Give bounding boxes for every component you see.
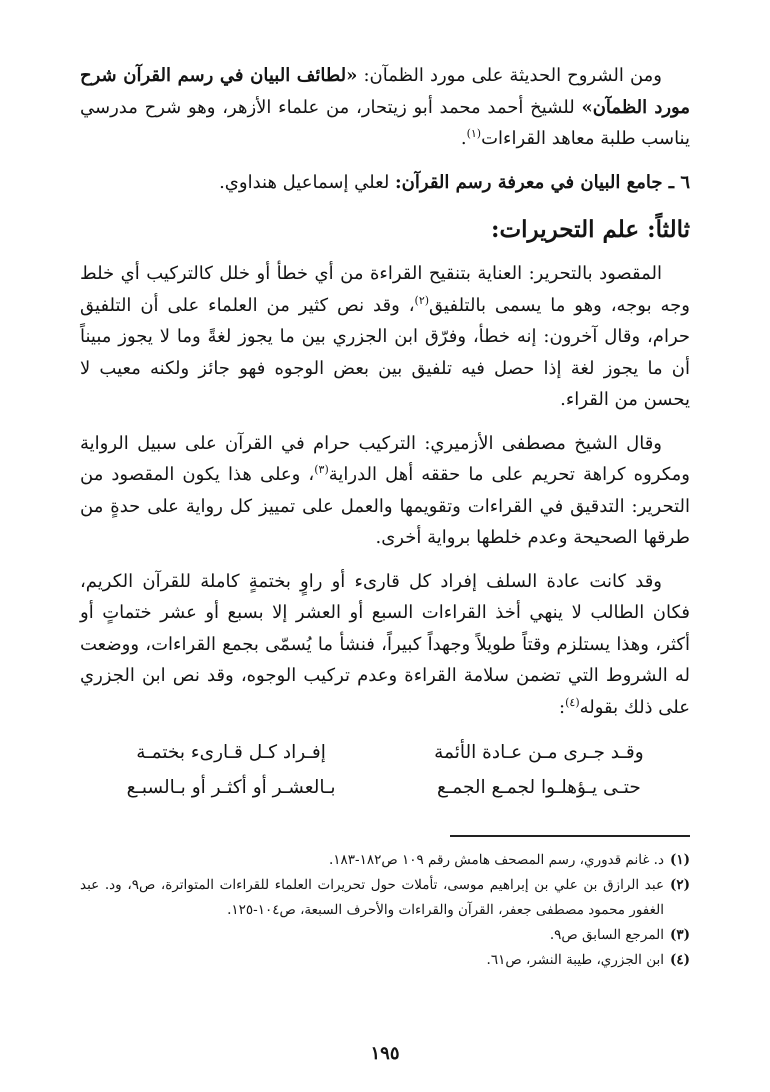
verse-line-2-second-hemistich: بـالعشـر أو أكثـر أو بـالسبـع xyxy=(126,777,336,799)
para4-part-b: : xyxy=(559,696,566,718)
footnote-separator xyxy=(450,835,690,837)
para1-rest: للشيخ أحمد محمد أبو زيتحار، من علماء الأزهر، وهو شرح مدرسي يناسب طلبة معاهد القراءات xyxy=(80,96,690,149)
footnotes xyxy=(80,848,690,973)
verse-line-1-second-hemistich: إفـراد كـل قـارىء بختمـة xyxy=(136,742,326,764)
footnote-number: (١) xyxy=(669,852,690,868)
para2-part-b: ، وقد نص كثير من العلماء على أن التلفيق حرام، وقال آخرون: إنه خطأ، وفرّق ابن الجزري بين ما يجوز لغةً وما لا يجوز مبيناً أن ما يجوز لغة إذا حصل فيه تلفيق بين بعض الوجوه فهو جائز ولكنه معيب لا يحسن من القراء. xyxy=(80,294,690,411)
item6-title: ٦ ـ جامع البيان في معرفة رسم القرآن: xyxy=(395,171,690,193)
footnote-number: (٢) xyxy=(669,876,690,893)
footnote-ref-1: (١) xyxy=(466,127,482,140)
poem-verse xyxy=(80,735,690,805)
footnote-2 xyxy=(80,873,690,923)
footnote-3 xyxy=(80,923,690,948)
para2-part-a: المقصود بالتحرير: العناية بتنقيح القراءة من أي خطأ أو خلل كالتركيب أي خلط وجه بوجه، وهو ما يسمى بالتلفيق xyxy=(80,263,690,316)
footnote-ref-4: (٤) xyxy=(565,695,580,709)
page-number: ١٩٥ xyxy=(370,1043,400,1064)
paragraph-2 xyxy=(80,258,690,416)
para1-end: . xyxy=(460,128,467,149)
footnote-4 xyxy=(80,948,690,973)
footnote-ref-2: (٢) xyxy=(414,293,430,307)
verse-line-2-first-hemistich: حتـى يـؤهلـوا لجمـع الجمـع xyxy=(436,777,641,799)
footnote-number: (٣) xyxy=(669,926,690,943)
item6-author: لعلي إسماعيل هنداوي. xyxy=(219,171,396,193)
para3-part-a: وقال الشيخ مصطفى الأزميري: التركيب حرام في القرآن على سبيل الرواية ومكروه كراهة تحريم على ما حققه أهل الدراية xyxy=(80,432,690,486)
verse-line-1-first-hemistich: وقـد جـرى مـن عـادة الأئمة xyxy=(434,742,644,764)
footnote-text: ابن الجزري، طيبة النشر، ص٦١. xyxy=(486,951,664,968)
section-heading: ثالثاً: علم التحريرات: xyxy=(490,216,690,243)
para3-part-b: ، وعلى هذا يكون المقصود من التحرير: التدقيق في القراءات وتقويمها والعمل على تمييز كل رواية على حدةٍ من طرقها الصحيحة وعدم خلطها برواية أخرى. xyxy=(80,464,690,549)
footnote-1 xyxy=(80,848,690,873)
para1-book-title: «لطائف البيان في رسم القرآن شرح مورد الظمآن» xyxy=(80,65,690,118)
verse-line-1 xyxy=(100,735,670,770)
footnote-text: عبد الرازق بن علي بن إبراهيم موسى، تأملات حول تحريرات العلماء للقراءات المتواترة، ص٩، ود. عبد الغفور محمود مصطفى جعفر، القرآن والقراءات والأحرف السبعة، ص١٠٤-١٢٥. xyxy=(80,876,664,918)
footnote-ref-3: (٣) xyxy=(314,463,329,477)
paragraph-3 xyxy=(80,428,690,554)
footnote-text: د. غانم قدوري، رسم المصحف هامش رقم ١٠٩ ص١٨٢-١٨٣. xyxy=(328,852,664,868)
footnote-number: (٤) xyxy=(669,951,690,968)
verse-line-2 xyxy=(100,770,670,805)
list-item-6 xyxy=(80,167,690,199)
footnote-text: المرجع السابق ص٩. xyxy=(549,926,664,943)
para4-part-a: وقد كانت عادة السلف إفراد كل قارىء أو راوٍ بختمةٍ كاملة للقرآن الكريم، فكان الطالب لا ينهي أخذ القراءات السبع أو العشر إلا بسبع أو عشر ختماتٍ أو أكثر، وهذا يستلزم وقتاً طويلاً وجهداً كبيراً، فنشأ ما يُسمّى بجمع القراءات، ووضعت له الشروط التي تضمن سلامة القراءة وعدم تركيب الوجوه، وقد نص ابن الجزري على ذلك بقوله xyxy=(80,570,690,718)
para1-lead: ومن الشروح الحديثة على مورد الظمآن: xyxy=(357,65,662,86)
paragraph-4 xyxy=(80,566,690,724)
paragraph-1 xyxy=(80,60,690,155)
main-text xyxy=(80,60,690,806)
